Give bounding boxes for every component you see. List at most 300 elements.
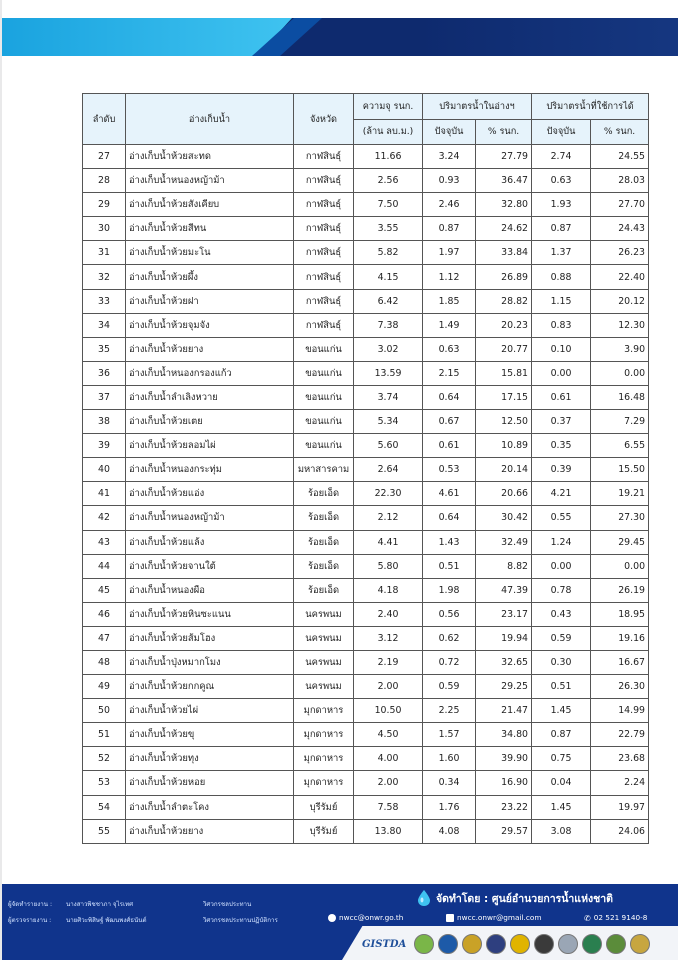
cell-reservoir-name: อ่างเก็บน้ำห้วยหอย	[126, 771, 294, 795]
cell-capacity: 13.80	[354, 819, 423, 843]
table-row	[83, 626, 649, 650]
cell-order: 48	[83, 650, 126, 674]
cell-storage-current: 0.67	[423, 410, 476, 434]
cell-capacity: 2.12	[354, 506, 423, 530]
cell-capacity: 7.50	[354, 193, 423, 217]
cell-usable-current: 3.08	[532, 819, 591, 843]
cell-order: 43	[83, 530, 126, 554]
cell-usable-percent: 12.30	[591, 313, 649, 337]
cell-province: ขอนแก่น	[294, 361, 354, 385]
cell-usable-current: 0.04	[532, 771, 591, 795]
cell-province: มุกดาหาร	[294, 747, 354, 771]
cell-reservoir-name: อ่างเก็บน้ำหนองผือ	[126, 578, 294, 602]
table-row	[83, 169, 649, 193]
cell-storage-current: 1.97	[423, 241, 476, 265]
cell-storage-percent: 19.94	[476, 626, 532, 650]
cell-province: กาฬสินธุ์	[294, 265, 354, 289]
cell-storage-current: 0.63	[423, 337, 476, 361]
cell-capacity: 6.42	[354, 289, 423, 313]
cell-order: 53	[83, 771, 126, 795]
cell-province: มุกดาหาร	[294, 699, 354, 723]
cell-usable-current: 0.35	[532, 434, 591, 458]
table-row	[83, 193, 649, 217]
cell-storage-percent: 20.77	[476, 337, 532, 361]
cell-capacity: 2.64	[354, 458, 423, 482]
cell-order: 37	[83, 385, 126, 409]
report-page	[2, 0, 678, 960]
cell-reservoir-name: อ่างเก็บน้ำห้วยมะโน	[126, 241, 294, 265]
cell-province: กาฬสินธุ์	[294, 145, 354, 169]
reservoir-table	[82, 93, 649, 844]
table-row	[83, 145, 649, 169]
cell-order: 50	[83, 699, 126, 723]
cell-storage-current: 3.24	[423, 145, 476, 169]
cell-reservoir-name: อ่างเก็บน้ำห้วยส้มโฮง	[126, 626, 294, 650]
cell-province: ขอนแก่น	[294, 385, 354, 409]
cell-province: ร้อยเอ็ด	[294, 506, 354, 530]
cell-order: 39	[83, 434, 126, 458]
cell-reservoir-name: อ่างเก็บน้ำห้วยสีทน	[126, 217, 294, 241]
cell-order: 46	[83, 602, 126, 626]
cell-usable-current: 0.00	[532, 554, 591, 578]
table-row	[83, 675, 649, 699]
credit-preparer-title: วิศวกรชลประทาน	[202, 901, 252, 908]
cell-usable-current: 1.37	[532, 241, 591, 265]
cell-storage-percent: 12.50	[476, 410, 532, 434]
cell-reservoir-name: อ่างเก็บน้ำห้วยขุ	[126, 723, 294, 747]
table-row	[83, 771, 649, 795]
partner-logo-1	[414, 934, 434, 954]
cell-capacity: 4.50	[354, 723, 423, 747]
cell-storage-current: 0.64	[423, 506, 476, 530]
cell-reservoir-name: อ่างเก็บน้ำห้วยสะทด	[126, 145, 294, 169]
cell-reservoir-name: อ่างเก็บน้ำลำตะโคง	[126, 795, 294, 819]
cell-storage-percent: 30.42	[476, 506, 532, 530]
cell-usable-current: 0.39	[532, 458, 591, 482]
cell-capacity: 4.15	[354, 265, 423, 289]
cell-usable-percent: 6.55	[591, 434, 649, 458]
cell-reservoir-name: อ่างเก็บน้ำห้วยเตย	[126, 410, 294, 434]
cell-order: 31	[83, 241, 126, 265]
table-body	[83, 145, 649, 844]
cell-storage-percent: 47.39	[476, 578, 532, 602]
cell-order: 40	[83, 458, 126, 482]
cell-usable-percent: 27.30	[591, 506, 649, 530]
cell-capacity: 13.59	[354, 361, 423, 385]
cell-usable-percent: 15.50	[591, 458, 649, 482]
cell-order: 36	[83, 361, 126, 385]
cell-capacity: 22.30	[354, 482, 423, 506]
cell-order: 52	[83, 747, 126, 771]
header-usable-percent: % รนก.	[591, 119, 649, 145]
cell-usable-current: 1.45	[532, 795, 591, 819]
partner-logo-5	[510, 934, 530, 954]
table-row	[83, 385, 649, 409]
cell-order: 30	[83, 217, 126, 241]
cell-province: ร้อยเอ็ด	[294, 554, 354, 578]
cell-storage-current: 0.61	[423, 434, 476, 458]
partner-logo-2	[438, 934, 458, 954]
org-title: ศูนย์อำนวยการน้ำแห่งชาติ	[491, 893, 613, 905]
cell-order: 33	[83, 289, 126, 313]
cell-usable-percent: 29.45	[591, 530, 649, 554]
partner-logo-4	[486, 934, 506, 954]
cell-storage-percent: 23.22	[476, 795, 532, 819]
org-prefix: จัดทำโดย	[436, 893, 481, 905]
header-fade	[418, 18, 678, 56]
email-icon	[328, 914, 336, 922]
cell-usable-percent: 27.70	[591, 193, 649, 217]
cell-capacity: 3.02	[354, 337, 423, 361]
cell-order: 41	[83, 482, 126, 506]
cell-province: กาฬสินธุ์	[294, 217, 354, 241]
cell-province: นครพนม	[294, 602, 354, 626]
cell-usable-percent: 16.48	[591, 385, 649, 409]
cell-storage-current: 0.87	[423, 217, 476, 241]
cell-storage-percent: 39.90	[476, 747, 532, 771]
cell-province: กาฬสินธุ์	[294, 193, 354, 217]
table-row	[83, 795, 649, 819]
cell-reservoir-name: อ่างเก็บน้ำห้วยทุง	[126, 747, 294, 771]
cell-usable-current: 4.21	[532, 482, 591, 506]
table-row	[83, 458, 649, 482]
table-row	[83, 217, 649, 241]
cell-usable-current: 1.45	[532, 699, 591, 723]
footer	[2, 884, 678, 960]
cell-province: บุรีรัมย์	[294, 819, 354, 843]
cell-province: กาฬสินธุ์	[294, 169, 354, 193]
cell-order: 28	[83, 169, 126, 193]
cell-usable-percent: 19.16	[591, 626, 649, 650]
organization-name	[436, 890, 613, 907]
cell-reservoir-name: อ่างเก็บน้ำหนองกรองแก้ว	[126, 361, 294, 385]
cell-capacity: 3.74	[354, 385, 423, 409]
cell-province: มุกดาหาร	[294, 723, 354, 747]
cell-storage-current: 1.49	[423, 313, 476, 337]
cell-storage-current: 0.64	[423, 385, 476, 409]
cell-usable-percent: 23.68	[591, 747, 649, 771]
credit-reviewer-role: ผู้ตรวจรายงาน :	[8, 917, 52, 924]
table-row	[83, 313, 649, 337]
cell-storage-percent: 20.66	[476, 482, 532, 506]
cell-storage-percent: 21.47	[476, 699, 532, 723]
cell-capacity: 2.19	[354, 650, 423, 674]
cell-usable-current: 1.93	[532, 193, 591, 217]
cell-reservoir-name: อ่างเก็บน้ำห้วยจานใต้	[126, 554, 294, 578]
cell-order: 32	[83, 265, 126, 289]
cell-usable-current: 1.15	[532, 289, 591, 313]
cell-usable-percent: 26.30	[591, 675, 649, 699]
contact-email-1[interactable]	[328, 913, 403, 922]
cell-usable-current: 0.63	[532, 169, 591, 193]
cell-capacity: 4.41	[354, 530, 423, 554]
table-row	[83, 723, 649, 747]
contact-email-2[interactable]	[446, 913, 541, 922]
table-row	[83, 530, 649, 554]
cell-order: 34	[83, 313, 126, 337]
cell-usable-percent: 18.95	[591, 602, 649, 626]
cell-storage-current: 1.60	[423, 747, 476, 771]
cell-usable-percent: 7.29	[591, 410, 649, 434]
cell-reservoir-name: อ่างเก็บน้ำหนองหญ้าม้า	[126, 506, 294, 530]
cell-order: 29	[83, 193, 126, 217]
cell-reservoir-name: อ่างเก็บน้ำห้วยผึ้ง	[126, 265, 294, 289]
cell-usable-current: 1.24	[532, 530, 591, 554]
cell-usable-percent: 16.67	[591, 650, 649, 674]
cell-storage-current: 0.51	[423, 554, 476, 578]
cell-storage-percent: 8.82	[476, 554, 532, 578]
cell-order: 42	[83, 506, 126, 530]
cell-reservoir-name: อ่างเก็บน้ำห้วยยาง	[126, 337, 294, 361]
partner-logo-9	[606, 934, 626, 954]
cell-usable-current: 0.78	[532, 578, 591, 602]
header-storage-group: ปริมาตรน้ำในอ่างฯ	[423, 94, 532, 120]
partner-logo-10	[630, 934, 650, 954]
cell-storage-percent: 29.25	[476, 675, 532, 699]
cell-reservoir-name: อ่างเก็บน้ำห้วยไผ่	[126, 699, 294, 723]
cell-usable-percent: 26.23	[591, 241, 649, 265]
header-storage-percent: % รนก.	[476, 119, 532, 145]
header-storage-current: ปัจจุบัน	[423, 119, 476, 145]
cell-storage-current: 2.46	[423, 193, 476, 217]
partner-logo-8	[582, 934, 602, 954]
cell-capacity: 4.00	[354, 747, 423, 771]
cell-storage-percent: 20.14	[476, 458, 532, 482]
cell-usable-current: 0.37	[532, 410, 591, 434]
cell-storage-current: 2.25	[423, 699, 476, 723]
contact-phone-text: 02 521 9140-8	[593, 913, 648, 922]
cell-usable-percent: 28.03	[591, 169, 649, 193]
cell-province: ขอนแก่น	[294, 434, 354, 458]
cell-reservoir-name: อ่างเก็บน้ำห้วยสังเคียบ	[126, 193, 294, 217]
cell-storage-percent: 33.84	[476, 241, 532, 265]
cell-province: กาฬสินธุ์	[294, 313, 354, 337]
header-capacity-line1: ความจุ รนก.	[354, 94, 423, 120]
table-row	[83, 819, 649, 843]
cell-order: 45	[83, 578, 126, 602]
cell-usable-percent: 26.19	[591, 578, 649, 602]
cell-storage-current: 1.57	[423, 723, 476, 747]
header-order: ลำดับ	[83, 94, 126, 145]
cell-order: 35	[83, 337, 126, 361]
table-row	[83, 602, 649, 626]
cell-storage-percent: 23.17	[476, 602, 532, 626]
table-row	[83, 699, 649, 723]
cell-usable-percent: 19.21	[591, 482, 649, 506]
cell-usable-current: 0.87	[532, 217, 591, 241]
cell-usable-percent: 20.12	[591, 289, 649, 313]
cell-order: 55	[83, 819, 126, 843]
cell-capacity: 5.80	[354, 554, 423, 578]
cell-order: 38	[83, 410, 126, 434]
cell-usable-current: 0.61	[532, 385, 591, 409]
cell-usable-current: 2.74	[532, 145, 591, 169]
cell-storage-current: 2.15	[423, 361, 476, 385]
cell-reservoir-name: อ่างเก็บน้ำห้วยจุมจัง	[126, 313, 294, 337]
cell-capacity: 5.34	[354, 410, 423, 434]
cell-storage-current: 4.08	[423, 819, 476, 843]
cell-storage-current: 1.12	[423, 265, 476, 289]
cell-storage-percent: 34.80	[476, 723, 532, 747]
cell-usable-percent: 22.79	[591, 723, 649, 747]
cell-province: ขอนแก่น	[294, 410, 354, 434]
cell-reservoir-name: อ่างเก็บน้ำห้วยแล้ง	[126, 530, 294, 554]
table-row	[83, 410, 649, 434]
cell-usable-current: 0.87	[532, 723, 591, 747]
cell-reservoir-name: อ่างเก็บน้ำหนองกระทุ่ม	[126, 458, 294, 482]
cell-order: 27	[83, 145, 126, 169]
water-drop-icon	[417, 890, 431, 906]
cell-reservoir-name: อ่างเก็บน้ำห้วยฝา	[126, 289, 294, 313]
cell-storage-percent: 17.15	[476, 385, 532, 409]
cell-storage-percent: 10.89	[476, 434, 532, 458]
cell-usable-current: 0.59	[532, 626, 591, 650]
table-row	[83, 747, 649, 771]
cell-capacity: 7.38	[354, 313, 423, 337]
cell-province: ร้อยเอ็ด	[294, 482, 354, 506]
cell-capacity: 2.00	[354, 771, 423, 795]
cell-storage-current: 4.61	[423, 482, 476, 506]
cell-usable-percent: 19.97	[591, 795, 649, 819]
table-row	[83, 361, 649, 385]
cell-province: มหาสารคาม	[294, 458, 354, 482]
table-row	[83, 289, 649, 313]
cell-order: 47	[83, 626, 126, 650]
header-usable-current: ปัจจุบัน	[532, 119, 591, 145]
cell-province: มุกดาหาร	[294, 771, 354, 795]
table-row	[83, 434, 649, 458]
cell-capacity: 2.40	[354, 602, 423, 626]
cell-usable-percent: 14.99	[591, 699, 649, 723]
cell-capacity: 7.58	[354, 795, 423, 819]
cell-storage-percent: 15.81	[476, 361, 532, 385]
cell-usable-current: 0.43	[532, 602, 591, 626]
cell-usable-percent: 0.00	[591, 554, 649, 578]
header-usable-group: ปริมาตรน้ำที่ใช้การได้	[532, 94, 649, 120]
cell-usable-percent: 22.40	[591, 265, 649, 289]
credit-reviewer-title: วิศวกรชลประทานปฏิบัติการ	[202, 917, 278, 924]
header-capacity-line2: (ล้าน ลบ.ม.)	[354, 119, 423, 145]
table-row	[83, 578, 649, 602]
partner-logo-7	[558, 934, 578, 954]
cell-capacity: 4.18	[354, 578, 423, 602]
cell-usable-percent: 24.55	[591, 145, 649, 169]
partner-logo-3	[462, 934, 482, 954]
cell-usable-current: 0.00	[532, 361, 591, 385]
cell-reservoir-name: อ่างเก็บน้ำปุ่งหมากโมง	[126, 650, 294, 674]
cell-usable-percent: 2.24	[591, 771, 649, 795]
cell-storage-current: 1.85	[423, 289, 476, 313]
cell-order: 54	[83, 795, 126, 819]
cell-reservoir-name: อ่างเก็บน้ำห้วยแอ่ง	[126, 482, 294, 506]
table-row	[83, 554, 649, 578]
cell-storage-current: 0.34	[423, 771, 476, 795]
header-accent	[2, 18, 292, 56]
cell-usable-percent: 0.00	[591, 361, 649, 385]
gistda-logo: GISTDA	[362, 938, 407, 950]
cell-capacity: 2.00	[354, 675, 423, 699]
contact-email-1-text: nwcc@onwr.go.th	[339, 913, 404, 922]
contact-email-2-text: nwcc.onwr@gmail.com	[457, 913, 542, 922]
cell-storage-percent: 36.47	[476, 169, 532, 193]
cell-order: 44	[83, 554, 126, 578]
cell-province: กาฬสินธุ์	[294, 241, 354, 265]
table-row	[83, 265, 649, 289]
cell-usable-percent: 3.90	[591, 337, 649, 361]
table-row	[83, 650, 649, 674]
table-row	[83, 506, 649, 530]
mail-icon	[446, 914, 454, 922]
cell-capacity: 2.56	[354, 169, 423, 193]
partner-logo-6	[534, 934, 554, 954]
cell-order: 49	[83, 675, 126, 699]
cell-storage-percent: 24.62	[476, 217, 532, 241]
cell-usable-current: 0.51	[532, 675, 591, 699]
credit-preparer-name: นางสาวพิชชาภา จุไรเทศ	[65, 901, 134, 908]
cell-province: ร้อยเอ็ด	[294, 530, 354, 554]
cell-province: นครพนม	[294, 675, 354, 699]
cell-usable-current: 0.88	[532, 265, 591, 289]
cell-usable-percent: 24.43	[591, 217, 649, 241]
cell-usable-current: 0.55	[532, 506, 591, 530]
cell-usable-percent: 24.06	[591, 819, 649, 843]
table-row	[83, 482, 649, 506]
partner-logos	[362, 930, 672, 958]
table-row	[83, 241, 649, 265]
cell-storage-percent: 29.57	[476, 819, 532, 843]
cell-capacity: 10.50	[354, 699, 423, 723]
cell-province: บุรีรัมย์	[294, 795, 354, 819]
cell-reservoir-name: อ่างเก็บน้ำห้วยหินซะแนน	[126, 602, 294, 626]
cell-usable-current: 0.30	[532, 650, 591, 674]
credit-reviewer	[8, 915, 278, 925]
cell-reservoir-name: อ่างเก็บน้ำห้วยยาง	[126, 819, 294, 843]
cell-storage-current: 1.76	[423, 795, 476, 819]
cell-usable-current: 0.10	[532, 337, 591, 361]
cell-province: นครพนม	[294, 626, 354, 650]
cell-usable-current: 0.83	[532, 313, 591, 337]
cell-province: ร้อยเอ็ด	[294, 578, 354, 602]
cell-order: 51	[83, 723, 126, 747]
cell-storage-current: 0.53	[423, 458, 476, 482]
cell-storage-current: 0.93	[423, 169, 476, 193]
header-banner	[2, 18, 678, 56]
cell-storage-current: 0.62	[423, 626, 476, 650]
credit-preparer	[8, 899, 251, 909]
cell-capacity: 3.12	[354, 626, 423, 650]
cell-storage-percent: 16.90	[476, 771, 532, 795]
org-separator: :	[480, 893, 492, 905]
cell-storage-current: 0.56	[423, 602, 476, 626]
cell-reservoir-name: อ่างเก็บน้ำหนองหญ้าม้า	[126, 169, 294, 193]
cell-province: กาฬสินธุ์	[294, 289, 354, 313]
cell-capacity: 5.82	[354, 241, 423, 265]
cell-capacity: 5.60	[354, 434, 423, 458]
contact-phone[interactable]	[584, 913, 647, 923]
cell-province: นครพนม	[294, 650, 354, 674]
cell-usable-current: 0.75	[532, 747, 591, 771]
cell-storage-percent: 20.23	[476, 313, 532, 337]
cell-storage-percent: 32.49	[476, 530, 532, 554]
cell-capacity: 3.55	[354, 217, 423, 241]
cell-storage-percent: 32.80	[476, 193, 532, 217]
cell-storage-current: 0.72	[423, 650, 476, 674]
cell-reservoir-name: อ่างเก็บน้ำลำเลิงหวาย	[126, 385, 294, 409]
cell-reservoir-name: อ่างเก็บน้ำห้วยกกคูณ	[126, 675, 294, 699]
cell-storage-percent: 32.65	[476, 650, 532, 674]
phone-icon: ✆	[584, 913, 591, 923]
cell-storage-current: 0.59	[423, 675, 476, 699]
